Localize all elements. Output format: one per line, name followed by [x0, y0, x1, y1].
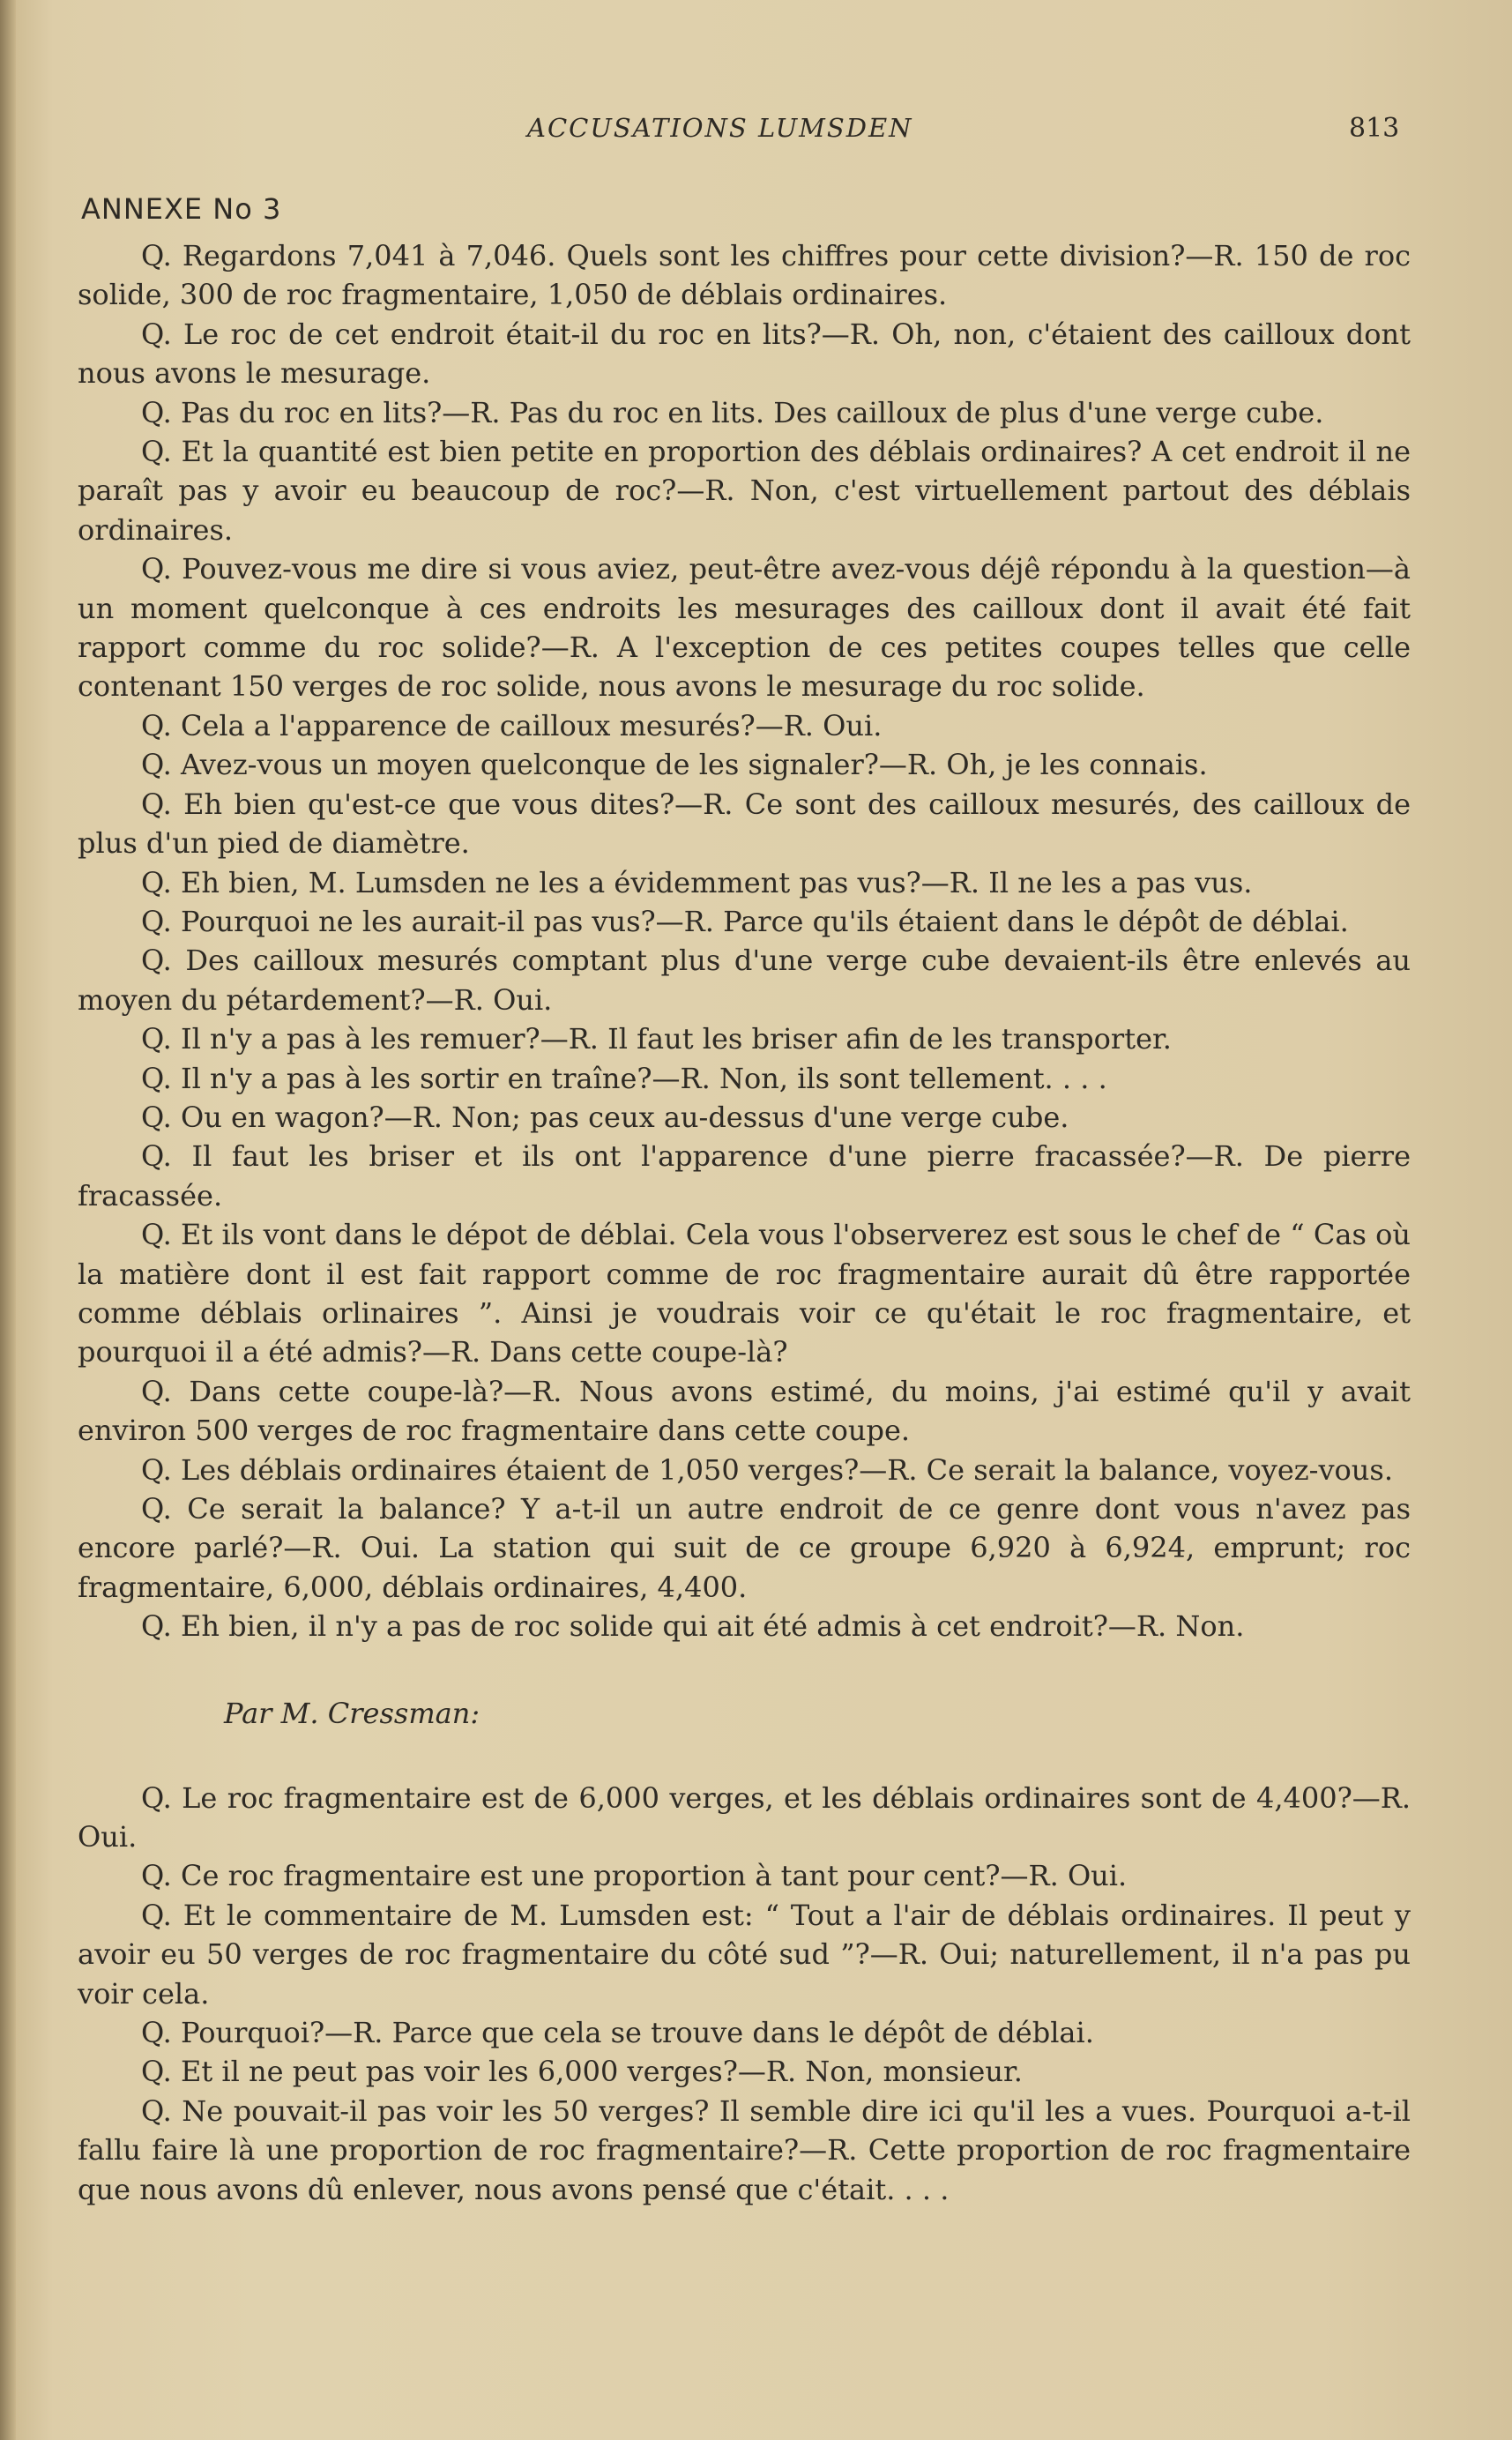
- paragraph: Q. Et ils vont dans le dépot de déblai. Cela vous l'observerez est sous le chef de “ Cas où la matière dont il est fait rapport comme de roc fragmentaire aurait dû être rapportée comme déblais orlinaires ”. Ainsi je voudrais voir ce qu'était le roc fragmentaire, et pourquoi il a été admis?—R. Dans cette coupe-là?: [78, 1218, 1411, 1369]
- paragraph: Q. Eh bien, il n'y a pas de roc solide qui ait été admis à cet endroit?—R. Non.: [141, 1609, 1245, 1644]
- paragraph: Q. Regardons 7,041 à 7,046. Quels sont les chiffres pour cette division?—R. 150 de roc solide, 300 de roc fragmentaire, 1,050 de déblais ordinaires.: [78, 239, 1411, 312]
- paragraph: Q. Il n'y a pas à les remuer?—R. Il faut les briser afin de les transporter.: [141, 1022, 1172, 1056]
- paragraph: Q. Ce serait la balance? Y a-t-il un autre endroit de ce genre dont vous n'avez pas encore parlé?—R. Oui. La station qui suit de ce groupe 6,920 à 6,924, emprunt; roc fragmentaire, 6,000, déblais ordinaires, 4,400.: [78, 1492, 1411, 1604]
- paragraph: Q. Eh bien, M. Lumsden ne les a évidemment pas vus?—R. Il ne les a pas vus.: [141, 865, 1253, 899]
- paragraph: Q. Ou en wagon?—R. Non; pas ceux au-dessus d'une verge cube.: [141, 1100, 1069, 1134]
- paragraph: Q. Pourquoi ne les aurait-il pas vus?—R. Parce qu'ils étaient dans le dépôt de déblai.: [141, 904, 1349, 938]
- paragraph: Q. Pouvez-vous me dire si vous aviez, peut-être avez-vous déjê répondu à la question—à un moment quelconque à ces endroits les mesurages des cailloux dont il avait été fait rapport comme du roc solide?—R. A l'exception de ces petites coupes telles que celle contenant 150 verges de roc solide, nous avons le mesurage du roc solide.: [78, 552, 1411, 704]
- running-head: ACCUSATIONS LUMSDEN: [527, 113, 913, 143]
- paragraph: Q. Ce roc fragmentaire est une proportion à tant pour cent?—R. Oui.: [141, 1859, 1128, 1893]
- paragraph: Q. Dans cette coupe-là?—R. Nous avons estimé, du moins, j'ai estimé qu'il y avait environ 500 verges de roc fragmentaire dans cette coupe.: [78, 1374, 1411, 1448]
- section-heading: Par M. Cressman:: [224, 1696, 480, 1730]
- paragraph: Q. Il faut les briser et ils ont l'apparence d'une pierre fracassée?—R. De pierre fracassée.: [78, 1139, 1411, 1213]
- paragraph: Q. Le roc de cet endroit était-il du roc en lits?—R. Oh, non, c'étaient des cailloux dont nous avons le mesurage.: [78, 317, 1411, 391]
- paragraph: Q. Et la quantité est bien petite en proportion des déblais ordinaires? A cet endroit il ne paraît pas y avoir eu beaucoup de roc?—R. Non, c'est virtuellement partout des déblais ordinaires.: [78, 435, 1411, 547]
- body-text: [78, 236, 1411, 2209]
- paragraph: Q. Eh bien qu'est-ce que vous dites?—R. Ce sont des cailloux mesurés, des cailloux de plus d'un pied de diamètre.: [78, 787, 1411, 861]
- paragraph: Q. Avez-vous un moyen quelconque de les signaler?—R. Oh, je les connais.: [141, 748, 1208, 782]
- paragraph: Q. Les déblais ordinaires étaient de 1,050 verges?—R. Ce serait la balance, voyez-vous.: [141, 1452, 1393, 1487]
- paragraph: Q. Cela a l'apparence de cailloux mesurés?—R. Oui.: [141, 708, 883, 742]
- page-number: 813: [1349, 113, 1400, 144]
- paragraph: Q. Le roc fragmentaire est de 6,000 verges, et les déblais ordinaires sont de 4,400?—R. Oui.: [78, 1780, 1411, 1854]
- paragraph: Q. Pas du roc en lits?—R. Pas du roc en lits. Des cailloux de plus d'une verge cube.: [141, 395, 1324, 429]
- paragraph: Q. Pourquoi?—R. Parce que cela se trouve dans le dépôt de déblai.: [141, 2016, 1094, 2050]
- page-binding-shadow: [0, 0, 16, 2440]
- paragraph: Q. Ne pouvait-il pas voir les 50 verges? Il semble dire ici qu'il les a vues. Pourquoi a-t-il fallu faire là une proportion de roc fragmentaire?—R. Cette proportion de roc fragmentaire que nous avons dû enlever, nous avons pensé que c'était. . . .: [78, 2093, 1411, 2206]
- paragraph: Q. Et le commentaire de M. Lumsden est: “ Tout a l'air de déblais ordinaires. Il peut y avoir eu 50 verges de roc fragmentaire du côté sud ”?—R. Oui; naturellement, il n'a pas pu voir cela.: [78, 1898, 1411, 2011]
- annex-label: ANNEXE No 3: [81, 192, 282, 226]
- paragraph: Q. Et il ne peut pas voir les 6,000 verges?—R. Non, monsieur.: [141, 2055, 1023, 2089]
- paragraph: Q. Il n'y a pas à les sortir en traîne?—R. Non, ils sont tellement. . . .: [141, 1061, 1107, 1095]
- paragraph: Q. Des cailloux mesurés comptant plus d'une verge cube devaient-ils être enlevés au moyen du pétardement?—R. Oui.: [78, 944, 1411, 1017]
